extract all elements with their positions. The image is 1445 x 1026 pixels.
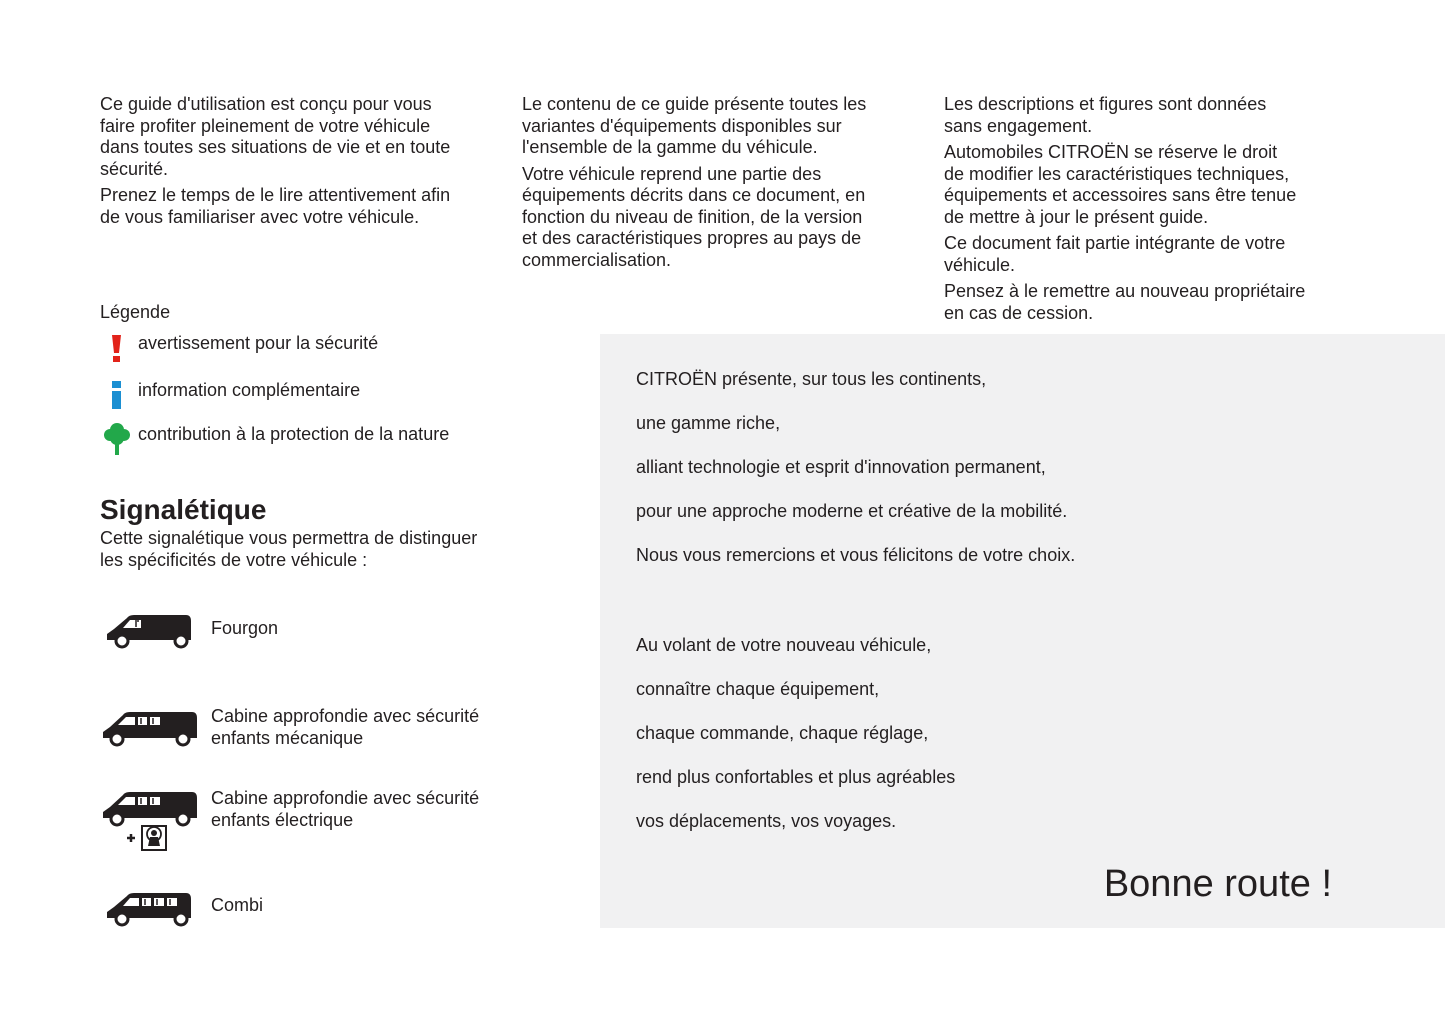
legend-item-info	[100, 379, 520, 415]
vehicle-label: Fourgon	[211, 618, 279, 638]
legend-label: information complémentaire	[138, 380, 361, 400]
warning-exclamation-icon	[100, 332, 134, 368]
paragraph: Les descriptions et figures sont données sans engagement.	[944, 94, 1267, 136]
vehicle-label: Cabine approfondie avec sécurité enfants électrique	[211, 788, 480, 830]
panel-line: chaque commande, chaque réglage,	[636, 723, 929, 743]
van-combi-icon	[100, 888, 194, 935]
panel-line: Nous vous remercions et vous félicitons de votre choix.	[636, 545, 1076, 565]
van-cabine-electrique-icon	[100, 788, 200, 859]
section-title: Signalétique	[100, 494, 267, 525]
paragraph: Le contenu de ce guide présente toutes les variantes d'équipements disponibles sur l'ensemble de la gamme du véhicule.	[522, 94, 867, 157]
panel-line: une gamme riche,	[636, 413, 781, 433]
paragraph: Automobiles CITROËN se réserve le droit de modifier les caractéristiques techniques, équipements et accessoires sans être tenue de mettre à jour le présent guide.	[944, 142, 1297, 227]
intro-column-3	[944, 94, 1344, 329]
panel-line: pour une approche moderne et créative de la mobilité.	[636, 501, 1068, 521]
legend-title: Légende	[100, 302, 171, 322]
legend-item-nature	[100, 423, 520, 459]
tree-icon	[100, 423, 134, 459]
legend-item-warning	[100, 332, 520, 368]
closing-greeting: Bonne route !	[1103, 863, 1332, 905]
info-icon	[100, 379, 134, 415]
welcome-panel	[600, 334, 1445, 928]
section-description: Cette signalétique vous permettra de distinguer les spécificités de votre véhicule :	[100, 528, 478, 570]
panel-line: Au volant de votre nouveau véhicule,	[636, 635, 932, 655]
van-fourgon-icon	[100, 610, 194, 657]
panel-line: alliant technologie et esprit d'innovation permanent,	[636, 457, 1046, 477]
intro-column-1	[100, 94, 490, 233]
paragraph: Votre véhicule reprend une partie des équipements décrits dans ce document, en fonction du niveau de finition, de la version et des caractéristiques propres au pays de commercialisation.	[522, 163, 866, 270]
paragraph: Ce guide d'utilisation est conçu pour vous faire profiter pleinement de votre véhicule dans toutes ses situations de vie et en toute sécurité.	[100, 94, 451, 179]
paragraph: Ce document fait partie intégrante de votre véhicule.	[944, 233, 1286, 275]
intro-column-2	[522, 94, 912, 276]
vehicle-label: Combi	[211, 895, 264, 915]
panel-line: rend plus confortables et plus agréables	[636, 767, 956, 787]
vehicle-label: Cabine approfondie avec sécurité enfants mécanique	[211, 706, 480, 748]
legend-label: avertissement pour la sécurité	[138, 333, 379, 353]
panel-line: vos déplacements, vos voyages.	[636, 811, 897, 831]
van-cabine-mecanique-icon	[100, 706, 200, 755]
paragraph: Prenez le temps de le lire attentivement afin de vous familiariser avec votre véhicule.	[100, 185, 451, 227]
paragraph: Pensez à le remettre au nouveau propriétaire en cas de cession.	[944, 281, 1306, 323]
legend-label: contribution à la protection de la nature	[138, 424, 450, 444]
panel-line: connaître chaque équipement,	[636, 679, 880, 699]
panel-line: CITROËN présente, sur tous les continents,	[636, 369, 987, 389]
